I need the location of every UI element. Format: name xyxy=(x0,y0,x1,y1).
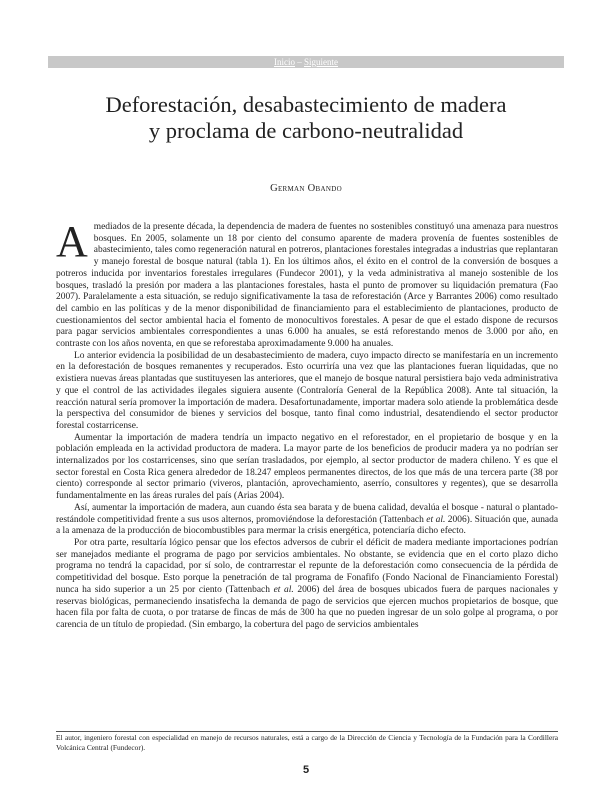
article-author: German Obando xyxy=(270,183,342,194)
paragraph-4-et-al: et al. xyxy=(426,514,446,525)
article-body xyxy=(56,217,559,632)
paragraph-4-text-b: 2006). Situación que, aunada a la amenaza de la producción de biocombustibles para mermar la crisis energética, potenciaría dicho efecto. xyxy=(56,514,559,537)
title-line-1: Deforestación, desabastecimiento de madera xyxy=(105,92,507,117)
paragraph-5 xyxy=(56,538,558,632)
drop-cap: A xyxy=(56,217,88,266)
paragraph-4 xyxy=(56,503,558,538)
paragraph-2: Lo anterior evidencia la posibilidad de un desabastecimiento de madera, cuyo impacto directo se manifestaría en un incremento en la deforestación de bosques remanentes y recuperados. Esto ocurriría una vez que las plantaciones fueran liquidadas, que no existiera nuevas áreas plantadas que sustituyesen las anteriores, que el manejo de bosque natural persistiera bajo veda administrativa y que el control de las actividades ilegales siguiera ausente (Contraloría General de la República 2008). Ante tal situación, la reacción natural sería promover la importación de madera. Desafortunadamente, importar madera solo atiende la problemática desde la perspectiva del consumidor de bienes y servicios del bosque, tanto final como industrial, desatendiendo el sector productor forestal costarricense. xyxy=(56,350,558,431)
article-title xyxy=(48,92,564,144)
paragraph-1 xyxy=(56,217,558,351)
paragraph-5-text-a: Por otra parte, resultaría lógico pensar que los efectos adversos de cubrir el déficit de madera mediante importaciones podrían ser manejados mediante el programa de pago por servicios ambientales. No obstante, se evidencia que en el corto plazo dicho programa no tendrá la capacidad, por sí solo, de contrarrestar el repunte de la deforestación como consecuencia de la pérdida de competitividad del bosque. Esto porque la penetración de tal programa de Fonafifo (Fondo Nacional de Financiamiento Forestal) nunca ha sido superior a un 25 por ciento (Tattenbach xyxy=(56,537,558,595)
paragraph-5-et-al: et al. xyxy=(273,584,294,595)
nav-separator: – xyxy=(295,57,304,67)
paragraph-4-text-a: Así, aumentar la importación de madera, aun cuando ésta sea barata y de buena calidad, devalúa el bosque - natural o plantado- restándole competitividad frente a sus usos alternos, promoviéndose la deforestación (Tattenbach xyxy=(56,502,558,525)
paragraph-1-text: mediados de la presente década, la dependencia de madera de fuentes no sostenibles constituyó una amenaza para nuestros bosques. En 2005, solamente un 18 por ciento del consumo aparente de madera provenía de fuentes sostenibles de abastecimiento, tales como regeneración natural en potreros, plantaciones forestales integradas a industrias que replantaran y manejo forestal de bosque natural (tabla 1). En los últimos años, el éxito en el control de la conversión de bosques a potreros inducida por inventarios forestales irregulares (Fundecor 2001), y la veda administrativa al manejo sostenible de los bosques, trasladó la presión por madera a las plantaciones forestales, hasta el punto de promover su liquidación prematura (Fao 2007). Paralelamente a esta situación, se redujo significativamente la tasa de reforestación (Arce y Barrantes 2006) como resultado del cambio en las políticas y de la menor disponibilidad de financiamiento para el establecimiento de plantaciones, producto de cuestionamientos del sector ambiental hacia el fomento de monocultivos forestales. A pesar de que el estado dispone de recursos para pagar servicios ambientales correspondientes a unas 6.000 ha anuales, se está reforestando menos de 3.000 por año, en contraste con los años noventa, en que se reforestaba aproximadamente 9.000 ha anuales. xyxy=(56,222,558,350)
footnote-divider xyxy=(56,731,558,732)
paragraph-5-text-b: 2006) del área de bosques ubicados fuera de parques nacionales y reservas biológicas, permaneciendo insatisfecha la demanda de pago de servicios que ejercen muchos propietarios de bosque, que hacen fila por falta de cuota, o por tratarse de fincas de más de 300 ha que no pueden ingresar de un solo golpe al programa, o por carencia de un título de propiedad. (Sin embargo, la cobertura del pago de servicios ambientales xyxy=(56,584,559,630)
page-number: 5 xyxy=(302,764,310,776)
siguiente-link[interactable]: Siguiente xyxy=(304,57,338,67)
title-line-2: y proclama de carbono-neutralidad xyxy=(148,118,464,143)
author-footnote: El autor, ingeniero forestal con especialidad en manejo de recursos naturales, está a cargo de la Dirección de Ciencia y Tecnología de la Fundación para la Cordillera Volcánica Central (Fundecor). xyxy=(56,733,558,752)
inicio-link[interactable]: Inicio xyxy=(274,57,295,67)
navigation-bar xyxy=(48,56,564,68)
paragraph-3: Aumentar la importación de madera tendría un impacto negativo en el reforestador, en el propietario de bosque y en la población empleada en la actividad productora de madera. La mayor parte de los beneficios de producir madera ya no podrían ser internalizados por los costarricenses, sino que serían trasladados, por ejemplo, al sector productor de madera chileno. Y es que el sector forestal en Costa Rica genera alrededor de 18.247 empleos permanentes directos, de los que más de una tercera parte (38 por ciento) corresponde al sector primario (viveros, plantación, aprovechamiento, aserrío, consultores y regentes), que se desarrolla fundamentalmente en las áreas rurales del país (Arias 2004). xyxy=(56,432,558,502)
